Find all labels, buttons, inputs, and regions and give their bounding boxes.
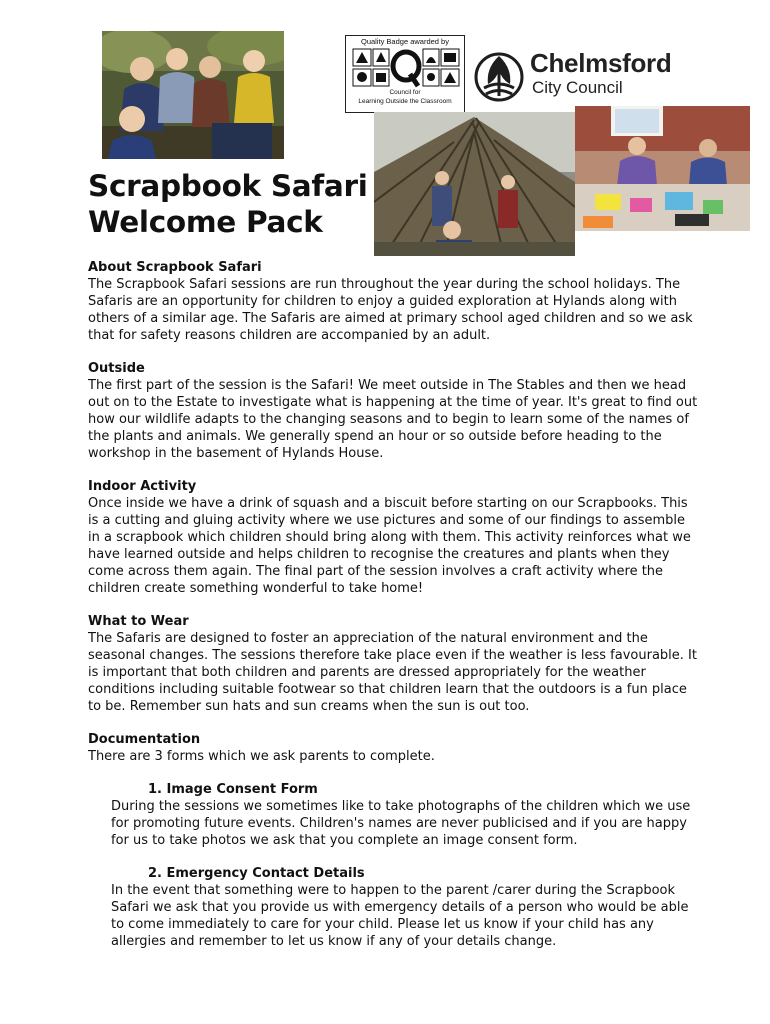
photo-woodland-den [374, 112, 575, 256]
section-outside [88, 360, 698, 462]
quality-q-emblem-icon [352, 48, 460, 88]
document-body [88, 259, 698, 966]
council-name: Chelmsford [530, 48, 672, 78]
badge-top-text: Quality Badge awarded by [361, 37, 449, 46]
form-item-heading: 2. Emergency Contact Details [148, 866, 365, 881]
section-what-to-wear [88, 613, 698, 715]
section-indoor [88, 478, 698, 597]
form-item-text: In the event that something were to happen to the parent /carer during the Scrapbook Safari we ask that you provide us with emergency details of a person who would be able to come immediately to care for your child. Please let us know if your child has any allergies and remember to let us know if any of your details change. [111, 883, 689, 949]
section-what-to-wear-heading: What to Wear [88, 614, 189, 629]
section-documentation-heading: Documentation [88, 732, 201, 747]
form-item-emergency-contact [111, 865, 698, 950]
badge-council-text: Council for [389, 89, 421, 96]
form-item-heading: 1. Image Consent Form [148, 782, 318, 797]
section-outside-text: The first part of the session is the Safari! We meet outside in The Stables and then we head out on to the Estate to investigate what is happening at the time of year. It's great to find out how our wildlife adapts to the changing seasons and to begin to learn some of the names of the plants and animals. We generally spend an hour or so outside before heading to the workshop in the basement of Hylands House. [88, 378, 698, 461]
section-indoor-text: Once inside we have a drink of squash and a biscuit before starting on our Scrapbooks. This is a cutting and gluing activity where we use pictures and some of our findings to assemble in a scrapbook which children should bring along with them. This activity reinforces what we have learned outside and helps children to recognise the creatures and plants when they come across them again. The final part of the session involves a craft activity where the children create something wonderful to take home! [88, 496, 691, 596]
photo-indoor-craft [575, 106, 750, 231]
form-item-text: During the sessions we sometimes like to take photographs of the children which we use for promoting future events. Children's names are never publicised and if you are happy for us to take photos we ask that you complete an image consent form. [111, 799, 691, 848]
quality-badge-logo [345, 35, 465, 113]
page-title-line1: Scrapbook Safari [88, 169, 368, 203]
page-title-line2: Welcome Pack [88, 205, 323, 239]
section-what-to-wear-text: The Safaris are designed to foster an appreciation of the natural environment and the seasonal changes. The sessions therefore take place even if the weather is less favourable. It is important that both children and parents are dressed appropriately for the weather conditions including suitable footwear so that children learn that the outdoors is a fun place to be. Remember sun hats and sun creams when the sun is out too. [88, 631, 697, 714]
section-about-text: The Scrapbook Safari sessions are run throughout the year during the school holidays. The Safaris are an opportunity for children to enjoy a guided exploration at Hylands along with others of a similar age. The Safaris are aimed at primary school aged children and so we ask that for safety reasons children are accompanied by an adult. [88, 277, 693, 343]
tree-leaf-logo-icon [474, 50, 524, 104]
section-documentation [88, 731, 698, 765]
section-indoor-heading: Indoor Activity [88, 479, 197, 494]
council-logo [474, 48, 672, 106]
section-about-heading: About Scrapbook Safari [88, 260, 262, 275]
council-subtitle: City Council [532, 78, 623, 97]
section-documentation-text: There are 3 forms which we ask parents to complete. [88, 749, 435, 764]
badge-learning-text: Learning Outside the Classroom [358, 98, 452, 105]
form-item-image-consent [111, 781, 698, 849]
section-about [88, 259, 698, 344]
page-title [88, 168, 368, 240]
photo-children-outdoors [102, 31, 284, 159]
section-outside-heading: Outside [88, 361, 145, 376]
